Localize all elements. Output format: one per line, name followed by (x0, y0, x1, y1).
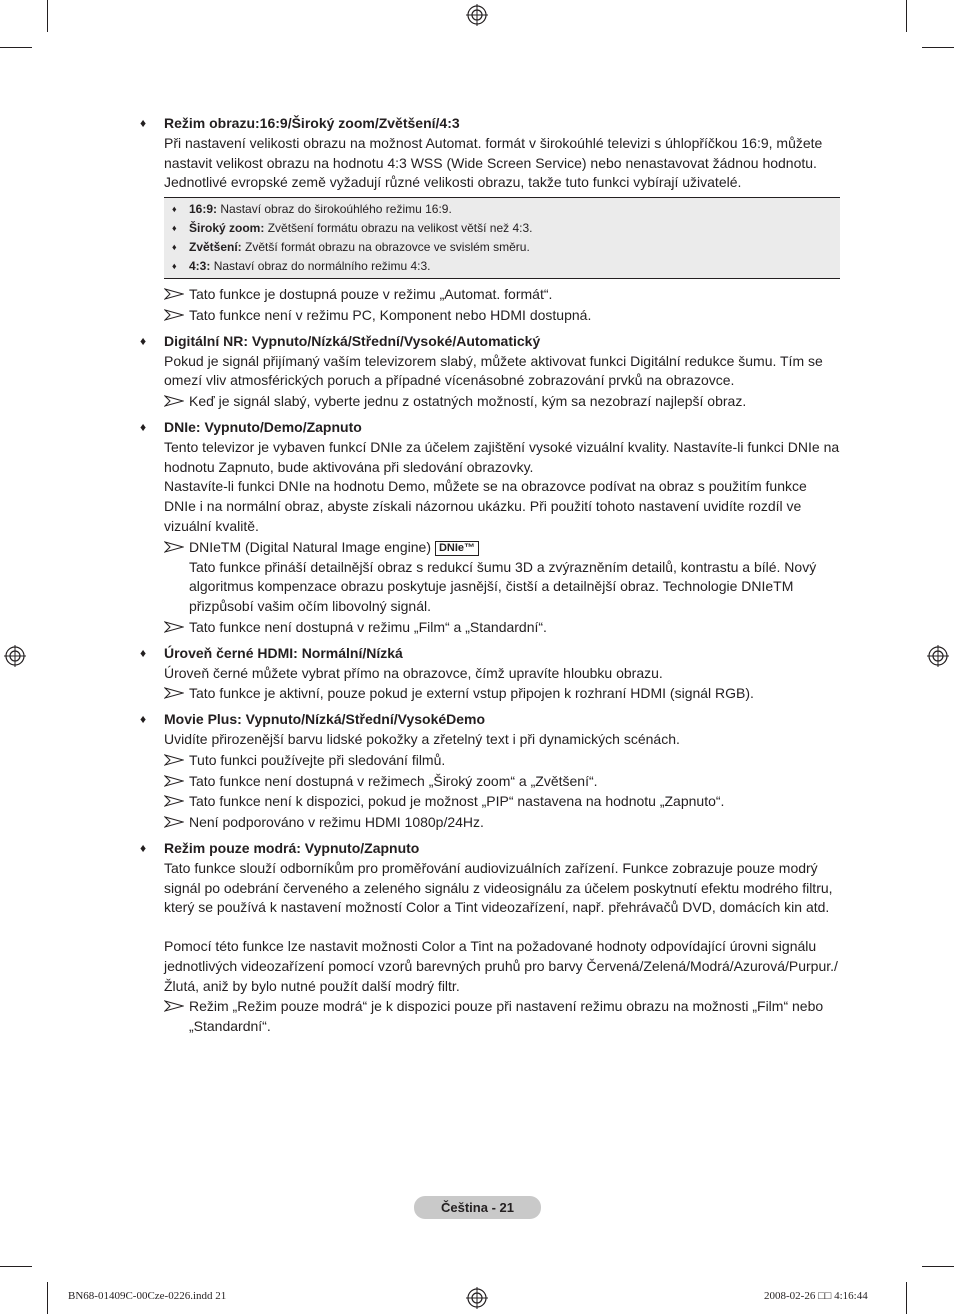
section-hdmi-black-level (140, 644, 840, 704)
registration-mark-icon (466, 1287, 488, 1309)
note (164, 538, 840, 617)
note (164, 684, 840, 704)
note-arrow-icon (164, 309, 184, 321)
paragraph: Tato funkce slouží odborníkům pro proměřování audiovizuálních zařízení. Funkce zobrazuje pouze modrý signál po odebrání červeného a zeleného signálu z videosignálu za účelem poskytnutí efektu modrého filtru, který se používá k nastavení možností Color a Tint videozařízení, např. přehrávačů DVD, domácích kin atd. (164, 859, 833, 916)
note-text: DNIeTM (Digital Natural Image engine) (189, 538, 431, 555)
note-arrow-icon (164, 795, 184, 807)
crop-mark (47, 1282, 48, 1314)
crop-mark (922, 1266, 954, 1267)
note (164, 997, 840, 1037)
paragraph: Úroveň černé můžete vybrat přímo na obrazovce, čímž upravíte hloubku obrazu. (164, 664, 663, 681)
note-text: Tato funkce není v režimu PC, Komponent nebo HDMI dostupná. (189, 306, 592, 323)
section-title: DNIe: Vypnuto/Demo/Zapnuto (164, 418, 362, 435)
note-text: Keď je signál slabý, vyberte jednu z ostatných možností, kým sa nezobrazí najlepší obraz. (189, 393, 747, 410)
note-text: Tato funkce není dostupná v režimech „Široký zoom“ a „Zvětšení“. (189, 772, 598, 789)
section-title: Digitální NR: Vypnuto/Nízká/Střední/Vysoké/Automatický (164, 332, 541, 349)
page-number-badge: Čeština - 21 (414, 1196, 541, 1219)
section-digital-nr (140, 332, 840, 412)
note-arrow-icon (164, 395, 184, 407)
note (164, 813, 840, 833)
note (164, 751, 840, 771)
note-text: Tuto funkci používejte při sledování filmů. (189, 751, 446, 768)
crop-mark (0, 47, 32, 48)
section-title: Movie Plus: Vypnuto/Nízká/Střední/VysokéDemo (164, 711, 486, 728)
note-arrow-icon (164, 1000, 184, 1012)
section-title: Úroveň černé HDMI: Normální/Nízká (164, 644, 403, 661)
note-text: Tato funkce přináší detailnější obraz s redukcí šumu 3D a zvýrazněním detailů, kontrastu a bílé. Nový algoritmus kompenzace obrazu poskytuje jasnější, čistší a detailnější obraz. Technologie DNIeTM přizpůsobí vašim očím libovolný signál. (189, 558, 817, 615)
option-term: Zvětšení: (189, 240, 242, 255)
table-row (172, 257, 840, 276)
note-text: Tato funkce není k dispozici, pokud je možnost „PIP“ nastavena na hodnotu „Zapnuto“. (189, 793, 725, 810)
option-desc: Nastaví obraz do širokoúhlého režimu 16:9. (220, 202, 452, 217)
note-text: Není podporováno v režimu HDMI 1080p/24Hz. (189, 814, 484, 831)
diamond-bullet-icon: ♦ (172, 223, 177, 234)
diamond-bullet-icon: ♦ (172, 242, 177, 253)
table-row (172, 238, 840, 257)
section-blue-only-mode (140, 839, 840, 1037)
note (164, 618, 840, 638)
table-row (172, 200, 840, 219)
diamond-bullet-icon: ♦ (140, 645, 147, 660)
option-term: Široký zoom: (189, 221, 265, 236)
section-dnie (140, 418, 840, 638)
note-arrow-icon (164, 775, 184, 787)
diamond-bullet-icon: ♦ (140, 840, 147, 855)
paragraph: Nastavíte-li funkci DNIe na hodnotu Demo, můžete se na obrazovce podívat na obraz s použitím funkce DNIe i na normální obraz, abyste získali názornou ukázku. Při použití tohoto nastavení uvidíte rozdíl ve vizuální kvalitě. (164, 478, 807, 534)
note-arrow-icon (164, 621, 184, 633)
crop-mark (906, 0, 907, 32)
paragraph: Pokud je signál přijímaný vaším televizorem slabý, můžete aktivovat funkci Digitální redukce šumu. Tím se omezí vliv atmosférických poruch a případné vícenásobné zobrazování prvků na obrazovce. (164, 352, 823, 389)
dnie-logo: DNIe™ (435, 541, 479, 556)
registration-mark-icon (466, 4, 488, 26)
section-picture-size (140, 114, 840, 326)
section-title: Režim obrazu:16:9/Široký zoom/Zvětšení/4:3 (164, 115, 460, 131)
diamond-bullet-icon: ♦ (172, 204, 177, 215)
section-movie-plus (140, 710, 840, 833)
diamond-bullet-icon: ♦ (140, 333, 147, 348)
diamond-bullet-icon: ♦ (140, 116, 147, 130)
registration-mark-icon (927, 645, 949, 667)
option-desc: Zvětší formát obrazu na obrazovce ve svislém směru. (245, 240, 530, 255)
file-info: BN68-01409C-00Cze-0226.indd 21 (68, 1290, 227, 1302)
main-content (140, 114, 840, 1043)
diamond-bullet-icon: ♦ (140, 712, 147, 727)
note-arrow-icon (164, 754, 184, 766)
note-arrow-icon (164, 541, 184, 553)
note (164, 285, 840, 305)
option-term: 4:3: (189, 259, 211, 274)
note (164, 392, 840, 412)
option-desc: Zvětšení formátu obrazu na velikost větší než 4:3. (267, 221, 533, 236)
paragraph-gap (164, 918, 840, 937)
registration-mark-icon (4, 645, 26, 667)
option-desc: Nastaví obraz do normálního režimu 4:3. (213, 259, 431, 274)
note-text: Tato funkce je dostupná pouze v režimu „Automat. formát“. (189, 286, 553, 303)
paragraph: Při nastavení velikosti obrazu na možnost Automat. formát v širokoúhlé televizi s úhlopříčkou 16:9, můžete nastavit velikost obrazu na hodnotu 4:3 WSS (Wide Screen Service) nebo nenastavovat žádnou hodnotu. Jednotlivé evropské země vyžadují různé velikosti obrazu, takže tuto funkci vybírají uživatelé. (164, 134, 823, 191)
note (164, 306, 840, 326)
option-term: 16:9: (189, 202, 218, 217)
paragraph: Tento televizor je vybaven funkcí DNIe za účelem zajištění vysoké vizuální kvality. Nastavíte-li funkci DNIe na hodnotu Zapnuto, bude aktivována při sledování obrazovky. (164, 438, 840, 475)
paragraph: Pomocí této funkce lze nastavit možnosti Color a Tint na požadované hodnoty odpovídající úrovni signálu jednotlivých videozařízení pomocí vzorů barevných pruhů pro barvy Červená/Zelená/Modrá/Azurová/Purpur./Žlutá, aniž by bylo nutné použít další modrý filtr. (164, 938, 838, 994)
note-arrow-icon (164, 816, 184, 828)
note-arrow-icon (164, 288, 184, 300)
crop-mark (922, 47, 954, 48)
crop-mark (906, 1282, 907, 1314)
note-text: Tato funkce je aktivní, pouze pokud je externí vstup připojen k rozhraní HDMI (signál RGB). (189, 685, 754, 702)
crop-mark (0, 1266, 32, 1267)
crop-mark (47, 0, 48, 32)
section-title: Režim pouze modrá: Vypnuto/Zapnuto (164, 839, 420, 856)
note-text: Režim „Režim pouze modrá“ je k dispozici pouze při nastavení režimu obrazu na možnosti „Film“ nebo „Standardní“. (189, 998, 824, 1035)
note (164, 772, 840, 792)
print-date-time: 2008-02-26 □□ 4:16:44 (764, 1290, 868, 1302)
diamond-bullet-icon: ♦ (172, 261, 177, 272)
options-table (164, 197, 840, 279)
note (164, 792, 840, 812)
note-text: Tato funkce není dostupná v režimu „Film“ a „Standardní“. (189, 618, 547, 635)
table-row (172, 219, 840, 238)
note-arrow-icon (164, 687, 184, 699)
diamond-bullet-icon: ♦ (140, 419, 147, 434)
paragraph: Uvidíte přirozenější barvu lidské pokožky a zřetelný text i při dynamických scénách. (164, 730, 680, 747)
